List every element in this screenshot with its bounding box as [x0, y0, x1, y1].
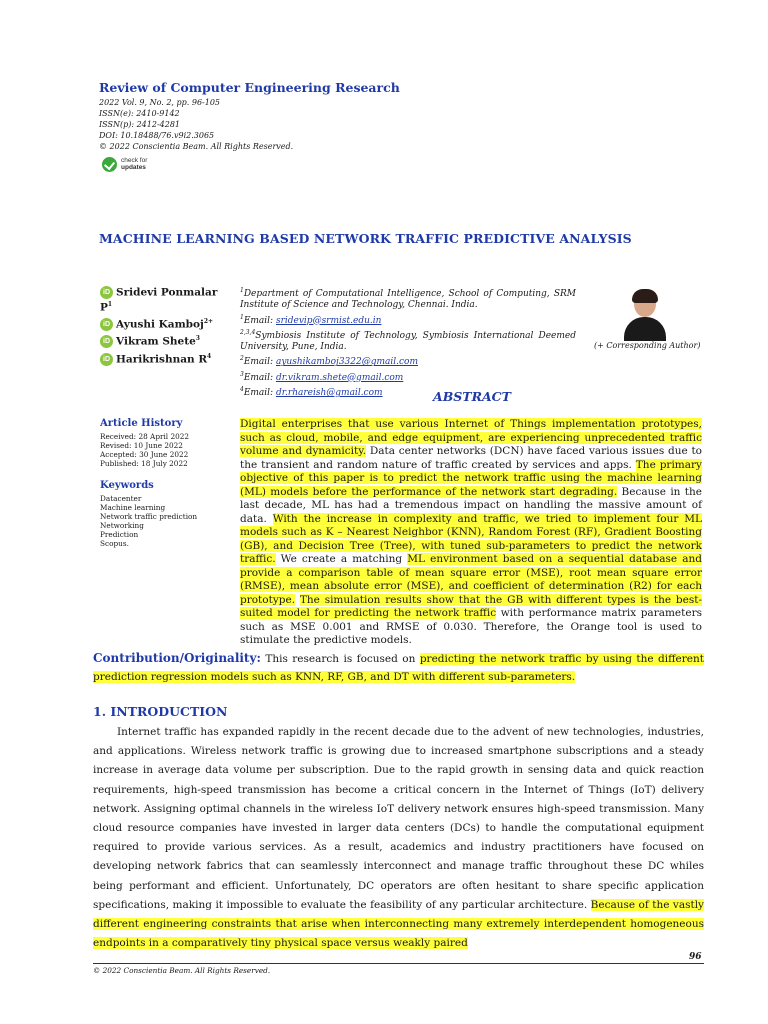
author-3	[100, 335, 200, 348]
email-link[interactable]: dr.vikram.shete@gmail.com	[275, 372, 404, 383]
orcid-icon[interactable]: iD	[100, 318, 113, 331]
email-link[interactable]: ayushikamboj3322@gmail.com	[275, 357, 418, 368]
keyword-item: Datacenter	[100, 494, 142, 503]
introduction-body: Internet traffic has expanded rapidly in the recent decade due to the advent of new technologies, industries, and applications. Wireless network traffic is growing due to increased smartphone subscriptions and a steady increase in average data volume per subscription. Due to the rapid growth in sensing data and quick reaction requirements, high-speed transmission has become a critical concern in the Internet of Things (IoT) delivery network. Assigning optimal channels in the wireless IoT delivery network ensures high-speed transmission. Many cloud resource companies have invested in larger data centers (DCs) to handle the computational equipment required to provide various services. As a result, academics and industry practitioners have focused on developing network fabrics that can seamlessly interconnect and manage traffic throughout these DC whiles being performant and efficient. Unfortunately, DC operators are often hesitant to share specific application specifications, making it impossible to evaluate the feasibility of any particular architecture. Because of the vastly different engineering constraints that arise when interconnecting many extremely interdependent homogeneous endpoints in a comparatively tiny physical space versus weakly paired	[93, 726, 704, 950]
author-1	[100, 286, 217, 299]
author-name: Sridevi Ponmalar	[116, 286, 218, 299]
author-sup: 3	[195, 335, 200, 342]
email-link[interactable]: sridevip@srmist.edu.in	[275, 315, 382, 326]
journal-meta-line: © 2022 Conscientia Beam. All Rights Reserved.	[99, 142, 294, 151]
check-for-updates-badge[interactable]	[102, 156, 162, 174]
history-line: Accepted: 30 June 2022	[100, 450, 189, 459]
author-photo	[620, 287, 670, 341]
orcid-icon[interactable]: iD	[100, 286, 113, 299]
contribution-label: Contribution/Originality:	[93, 651, 261, 665]
introduction-heading: 1. INTRODUCTION	[93, 704, 228, 719]
affiliation-1: $^1$Department of Computational Intelligence, School of Computing, SRM Institute of Science and Technology, Chennai. India.	[240, 287, 576, 311]
affiliation-2: $^{2,3,4}$Symbiosis Institute of Technology, Symbiosis International Deemed University, Pune, India.	[240, 328, 576, 353]
article-history-heading: Article History	[100, 418, 183, 429]
email-3: $^3$Email: dr.vikram.shete@gmail.com	[240, 370, 404, 383]
history-line: Revised: 10 June 2022	[100, 441, 183, 450]
contribution-originality: Contribution/Originality: This research is focused on predicting the network traffic by using the different prediction regression models such as KNN, RF, GB, and DT with different sub-parameters.	[93, 651, 704, 683]
journal-title: Review of Computer Engineering Research	[99, 80, 400, 95]
check-icon	[102, 157, 117, 172]
author-4	[100, 353, 211, 366]
history-line: Received: 28 April 2022	[100, 432, 190, 441]
author-name: Harikrishnan R	[116, 353, 208, 366]
affiliations	[240, 285, 576, 399]
keyword-item: Network traffic prediction	[100, 512, 198, 521]
keyword-item: Scopus.	[100, 539, 129, 548]
journal-meta-line: ISSN(e): 2410-9142	[99, 109, 180, 118]
journal-meta-line: ISSN(p): 2412-4281	[99, 120, 181, 129]
history-line: Published: 18 July 2022	[100, 459, 188, 468]
page-number: 96	[689, 952, 702, 962]
journal-meta-line: DOI: 10.18488/76.v9i2.3065	[99, 131, 215, 140]
orcid-icon[interactable]: iD	[100, 353, 113, 366]
author-name: Vikram Shete	[116, 335, 196, 348]
keyword-item: Machine learning	[100, 503, 166, 512]
paper-title: MACHINE LEARNING BASED NETWORK TRAFFIC PREDICTIVE ANALYSIS	[99, 231, 632, 246]
journal-meta-line: 2022 Vol. 9, No. 2, pp. 96-105	[99, 98, 220, 107]
author-sup: 4	[207, 353, 212, 360]
keyword-item: Prediction	[100, 530, 139, 539]
updates-label: updates	[121, 164, 146, 171]
footer-divider	[93, 963, 704, 964]
keyword-item: Networking	[100, 521, 144, 530]
email-1: $^1$Email: sridevip@srmist.edu.in	[240, 313, 382, 326]
author-sup: 1	[107, 301, 113, 308]
abstract-body: Digital enterprises that use various Internet of Things implementation prototypes, such as cloud, mobile, and edge equipment, are experiencing unprecedented traffic volume and dynamicity. Data center networks (DCN) have faced various issues due to the transient and random nature of traffic created by services and apps. The primary objective of this paper is to predict the network traffic using the machine learning (ML) models before the performance of the network start degrading. Because in the last decade, ML has had a tremendous impact on handling the massive amount of data. With the increase in complexity and traffic, we tried to implement four ML models such as K – Nearest Neighbor (KNN), Random Forest (RF), Gradient Boosting (GB), and Decision Tree (Tree), with tuned sub-parameters to predict the network traffic. We create a matching ML environment based on a sequential database and provide a comparison table of mean square error (MSE), root mean square error (RMSE), mean absolute error (MSE), and coefficient of determination (R2) for each prototype. The simulation results show that the GB with different types is the best-suited model for predicting the network traffic with performance matrix parameters such as MSE 0.001 and RMSE of 0.030. Therefore, the Orange tool is used to stimulate the predictive models.	[240, 418, 703, 646]
author-name: Ayushi Kamboj	[116, 318, 204, 331]
abstract-heading: ABSTRACT	[433, 389, 511, 404]
author-name-cont: P	[100, 301, 108, 314]
footer-copyright: © 2022 Conscientia Beam. All Rights Reserved.	[93, 966, 271, 975]
corresponding-author-note: (+ Corresponding Author)	[594, 341, 701, 350]
email-4: $^4$Email: dr.rhareish@gmail.com	[240, 386, 383, 399]
keywords-heading: Keywords	[100, 480, 154, 491]
email-link[interactable]: dr.rhareish@gmail.com	[275, 388, 383, 399]
check-label: check for	[121, 157, 148, 164]
author-1-cont	[100, 301, 112, 314]
author-sup: 2+	[203, 318, 214, 325]
author-2	[100, 318, 213, 331]
orcid-icon[interactable]: iD	[100, 335, 113, 348]
email-2: $^2$Email: ayushikamboj3322@gmail.com	[240, 355, 418, 368]
